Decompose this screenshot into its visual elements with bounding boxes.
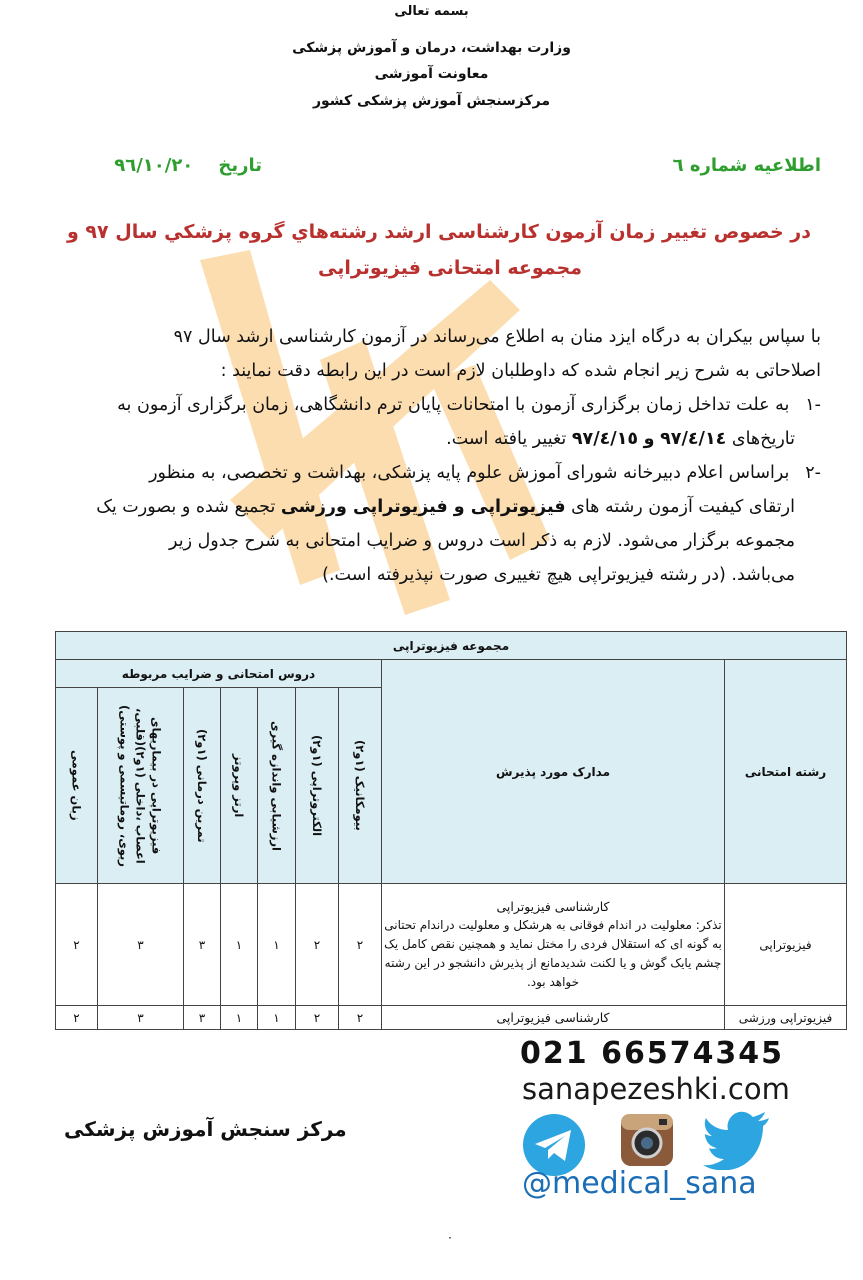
instagram-icon[interactable] <box>619 1112 675 1168</box>
coef-cell: ٢ <box>296 1006 339 1030</box>
coef-cell: ٢ <box>339 1006 382 1030</box>
doc-title: کارشناسی فیزیوتراپی <box>496 1010 610 1025</box>
item-2-number: -٢ <box>805 463 821 483</box>
item-1-number: -١ <box>805 395 821 415</box>
center-name: مرکزسنجش آموزش پزشکی کشور <box>312 93 551 109</box>
table-row <box>56 884 847 1006</box>
col-major-header: رشته امتحانی <box>725 660 847 884</box>
title-line-1: در خصوص تغییر زمان آزمون کارشناسی ارشد رشته‌هاي گروه پزشكي سال ٩٧ و <box>66 221 811 243</box>
group-title: مجموعه فیزیوتراپی <box>56 632 847 660</box>
intro-line-1: با سپاس بیکران به درگاه ایزد منان به اطلاع می‌رساند در آزمون کارشناسی ارشد سال ٩٧ <box>173 327 821 347</box>
twitter-icon[interactable] <box>703 1110 771 1170</box>
majors-bold: فیزیوتراپی و فیزیوتراپی ورزشی <box>280 497 566 517</box>
course-header: الکتروتراپی (۱و۲) <box>310 734 324 837</box>
coef-cell: ٣ <box>184 884 221 1006</box>
major-cell: فیزیوتراپی ورزشی <box>725 1006 847 1030</box>
course-header: تمرین درمانی (۱و۲) <box>195 728 209 843</box>
table-row <box>56 1006 847 1030</box>
item-1-line-2: تاریخ‌های ٩٧/٤/١٤ و ٩٧/٤/١٥ تغییر یافته است. <box>446 429 795 449</box>
doc-title: کارشناسی فیزیوتراپی <box>496 899 610 914</box>
course-header: ارزشیابی واندازه گیری <box>269 720 284 851</box>
item-2-line-1: -٢ براساس اعلام دبیرخانه شورای آموزش علوم پایه پزشکی، بهداشت و تخصصی، به منظور <box>41 456 821 490</box>
coef-cell: ٣ <box>98 884 184 1006</box>
course-header: بیومکانیک (۱و۲) <box>353 740 367 831</box>
date-label: تاریخ <box>218 155 262 176</box>
item-2-line-2: ارتقای کیفیت آزمون رشته های فیزیوتراپی و فیزیوتراپی ورزشی تجمیع شده و بصورت یک <box>96 497 795 517</box>
signature: مرکز سنجش آموزش پزشکی <box>64 1117 347 1141</box>
col-docs-header: مدارک مورد پذیرش <box>382 660 725 884</box>
major-cell: فیزیوتراپی <box>725 884 847 1006</box>
phone-number: 021 66574345 <box>520 1036 785 1071</box>
date-value: ٩٦/١٠/٢٠ <box>114 155 194 176</box>
page-mark: ٠ <box>446 1230 454 1244</box>
intro-line-2: اصلاحاتی به شرح زیر انجام شده که داوطلبان لازم است در این رابطه دقت نمایند : <box>220 361 821 381</box>
coef-cell: ١ <box>258 1006 296 1030</box>
coef-cell: ٣ <box>98 1006 184 1030</box>
bismillah: بسمه تعالی <box>394 4 469 19</box>
notice-date <box>92 155 262 176</box>
coef-cell: ١ <box>258 884 296 1006</box>
coef-cell: ١ <box>221 1006 258 1030</box>
title-line-2: مجموعه امتحانی فیزیوتراپی <box>318 257 582 279</box>
docs-cell <box>382 884 725 1006</box>
coef-cell: ٢ <box>339 884 382 1006</box>
website[interactable]: sanapezeshki.com <box>522 1072 790 1106</box>
course-header: ارتز وپروتز <box>232 753 246 818</box>
item-2-line-3: مجموعه برگزار می‌شود. لازم به ذکر است دروس و ضرایب امتحانی به شرح جدول زیر <box>169 531 795 551</box>
course-header: فیزیوتراپی در بیماریهای اعصاب ،داخلی (۱و۲)(قلبی، ریوی، روماتیسمی و پوستی) <box>117 704 164 867</box>
date-2: ٩٧/٤/١٥ <box>571 429 639 449</box>
coef-cell: ٢ <box>296 884 339 1006</box>
date-1: ٩٧/٤/١٤ <box>660 429 727 449</box>
course-header: زبان عمومی <box>69 750 84 821</box>
coef-cell: ٣ <box>184 1006 221 1030</box>
coef-cell: ٢ <box>56 1006 98 1030</box>
body-text <box>41 320 821 592</box>
social-handle[interactable]: @medical_sana <box>522 1166 757 1201</box>
courses-header: دروس امتحانی و ضرایب مربوطه <box>56 660 382 688</box>
ministry-name: وزارت بهداشت، درمان و آموزش پزشکی <box>292 40 571 56</box>
coef-cell: ١ <box>221 884 258 1006</box>
courses-table <box>55 631 847 1030</box>
item-2-line-4: می‌باشد. (در رشته فیزیوتراپی هیچ تغییری صورت نپذیرفته است.) <box>322 565 795 585</box>
notice-number: اطلاعیه شماره ٦ <box>672 155 821 176</box>
docs-cell <box>382 1006 725 1030</box>
item-1-line-1: -١ به علت تداخل زمان برگزاری آزمون با امتحانات پایان ترم دانشگاهی، زمان برگزاری آزمون به <box>41 388 821 422</box>
deputy-name: معاونت آموزشی <box>374 66 489 82</box>
doc-note: تذکر: معلولیت در اندام فوقانی به هرشکل و معلولیت دراندام تحتانی به گونه ای که استقلال فردی را مختل نماید و همچنین نقص کامل یک چشم یایک گوش و یا لکنت شدیدمانع از پذیرش دانشجو در این رشته خواهد بود. <box>384 918 722 989</box>
coef-cell: ٢ <box>56 884 98 1006</box>
